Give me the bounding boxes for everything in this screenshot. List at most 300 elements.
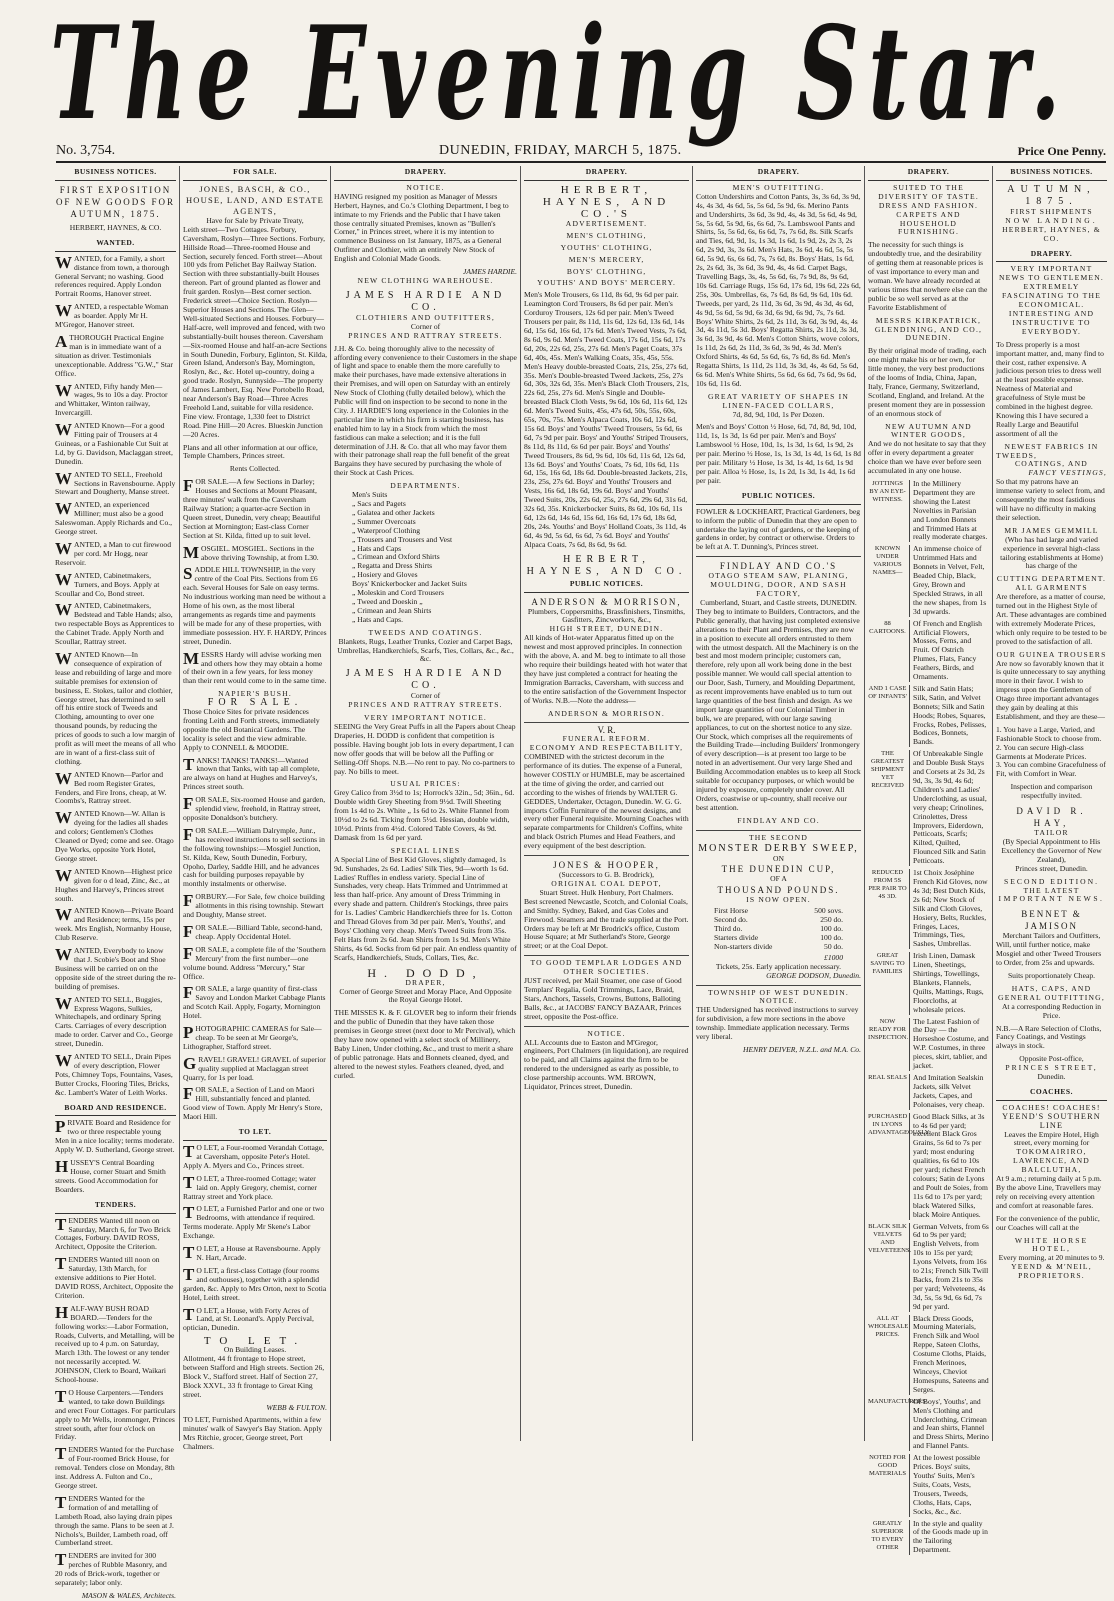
ad-text: OR SALE.—A few Sections in Darley; Houses and Sections at Mount Pleasant, three minutes' walk from the Caversham Railway Station; a quarter-acre Section in Queen street, Dunedin, very cheap; Beautiful Section at Mornington; East-class Corner Section at St. Kilda, fitted up to suit level.	[183, 477, 321, 540]
section-heading: BUSINESS NOTICES.	[996, 166, 1107, 181]
sweep-thousand: THOUSAND POUNDS.	[717, 885, 840, 896]
coal-address: Stuart Street. Hulk Henbury, Port Chalmers.	[539, 887, 674, 897]
drop-cap: W	[55, 600, 72, 620]
ad-text: OR SALE, a complete file of the 'Southern Mercury' from the first number—one volume bound. Address "Mercury," Star Office.	[183, 944, 326, 981]
ad-text: ENDERS Wanted till noon on Saturday, March 6, for Two Brick Cottages, Forbury. DAVID ROSS, Architect, Opposite the Criterion.	[55, 1215, 171, 1252]
prize-value: 50 do.	[824, 941, 843, 951]
ad-text: ENDERS Wanted till noon on Saturday, 13th March, for extensive additions to Pier Hotel. DAVID ROSS, Architect, Opposite the Criterion.	[55, 1255, 174, 1300]
route: TOKOMAIRIRO, LAWRENCE, AND BALCLUTHA,	[1012, 1147, 1090, 1175]
section-heading: DRAPERY.	[868, 166, 989, 181]
notice-heading: NOTICE.	[406, 182, 445, 192]
drop-cap: F	[183, 943, 194, 963]
wanted-ad	[55, 907, 176, 943]
cutting-dept: CUTTING DEPARTMENT.	[996, 574, 1107, 584]
drop-cap: M	[183, 542, 200, 562]
sweep-of: OF A	[770, 874, 787, 884]
rents-collected: Rents Collected.	[229, 464, 281, 474]
second-edition: SECOND EDITION.	[1004, 876, 1099, 886]
drop-cap: T	[183, 1243, 195, 1263]
firm-streets-2: PRINCES AND RATTRAY STREETS.	[348, 700, 503, 710]
agent-body: Leith street—Two Cottages. Forbury, Caversham, Roslyn—Three Sections. Forbury, Hillside Road—Three-roomed House and Section, securely fenced. Forth street—About 100 yds from Pelichet Bay Railway Station. Section with three substantially-built Houses thereon. Part of ground planted as flower and fruit garden. Roslyn—Best corner section. Frederick street—Choice Section. Roslyn—Superior Houses and Sections. The Glen—Well-situated Sections and Houses. Forbury—Half-acre, well improved and fenced, with two substantially-built houses thereon. Caversham—Six-roomed House and half-an-acre Sections in South Dunedin, Forbury, Eglinton, St. Kilda, Green Island, Anderson's Bay, Mornington, Roslyn, &c., &c. Hotel up-country, doing a good trade. Roslyn, Sunnyside—The property of James Lambert, Esq. New Portobello Road, near Anderson's Bay Road—Three Acres Freehold Land, suitable for villa residence. Fine view. Frontage, 1,330 feet to District Road. Pine Hill—20 Acres. Blueskin Junction—20 Acres.	[183, 224, 327, 439]
masthead-title-logo	[40, 0, 1080, 149]
sale-ad	[183, 1053, 327, 1083]
drop-cap: P	[55, 1117, 66, 1137]
board-ads	[55, 1119, 176, 1194]
jotting-text: In the Millinery Department they are showing the Latest Novelties in Parisian and London Bonnets and Trimmed Hats at really moderate charges.	[913, 479, 988, 542]
drop-cap: W	[55, 499, 72, 519]
department-item: „ Hats and Caps	[352, 543, 402, 553]
jotting-label: MANUFACTURERS	[868, 1398, 910, 1451]
drop-cap: W	[55, 648, 72, 668]
prize-row	[714, 943, 843, 952]
agent-sub: Have for Sale by Private Treaty,	[206, 215, 304, 225]
ad-exposition: FIRST EXPOSITION OF NEW GOODS FOR AUTUMN, 1875.	[55, 184, 176, 219]
notice2-body: SEEING the Very Great Puffs in all the Papers about Cheap Draperies, H. DODD is confident that competition is possible. Having bought job lots in every department, I can now offer goods that will be below all the Puffing or Selling-Off Shops. N.B.—No rent to pay. No co-partners to pay. No bills to meet.	[334, 722, 516, 776]
wanted-ad	[55, 768, 176, 807]
findlay-heading: FINDLAY AND CO.'S	[719, 561, 838, 572]
prize-label: Non-starters divide	[714, 941, 773, 951]
ad-text: OR SALE.—Billiard Table, second-hand, cheap. Apply Occidental Hotel.	[195, 922, 323, 941]
tender-ad	[55, 1386, 176, 1442]
ad-text: OR SALE, Six-roomed House and garden, splendid view, freehold, in Rattray street, opposite Donaldson's butchery.	[183, 795, 326, 822]
ad-text: ANTED Known—Highest price given for o d lead, Zinc, &c., at Hughes and Harvey's, Princes street south.	[55, 866, 173, 903]
ad-text: ENDERS are invited for 300 perches of Rubble Masonry, and 20 rods of Brick-work, together or separately; labor only.	[55, 1551, 167, 1588]
vestings: FANCY VESTINGS,	[1028, 468, 1107, 478]
ad-text: ESSRS Hardy will advise working men and others how they may obtain a home of their own in a few years, for less money than their rent would come to in the same time.	[183, 649, 327, 686]
firm-heading-2: HERBERT, HAYNES, AND CO.	[526, 553, 687, 577]
drop-cap: W	[55, 768, 72, 788]
tweeds-heading: TWEEDS AND COATINGS.	[368, 627, 483, 637]
fowler-ad: FOWLER & LOCKHEART, Practical Gardeners, beg to inform the public of Dunedin that they are open to undertake the laying out of gardens, or the keeping of gardens in order, by contract or otherwise. Orders to be left at A. T. Dunning's, Princes street.	[696, 506, 861, 552]
section-heading: TO LET.	[183, 1126, 327, 1141]
funeral-heading: FUNERAL REFORM.	[562, 734, 651, 744]
department-item: „ Hats and Caps.	[352, 614, 404, 624]
issue-number: No. 3,754.	[56, 143, 116, 158]
findlay-signature: FINDLAY AND CO.	[737, 815, 820, 825]
tweeds-body: Blankets, Rugs, Leather Trunks, Cozier and Carpet Bags, Umbrellas, Handkerchiefs, Scarfs, Ties, Collars, &c., &c., &c.	[337, 636, 514, 664]
jotting-text: 1st Choix Joséphine French Kid Gloves, now 4s 3d; Best Dutch Kids, 2s 6d; New Stock of Silk and Cloth Gloves, Hosiery, Belts, Ruckles, Fringes, Laces, Trimmings, Ties, Sashes, Umbrellas.	[913, 868, 988, 949]
wanted-ad	[55, 501, 176, 537]
sub-youths-boys-mercery: YOUTHS' AND BOYS' MERCERY.	[537, 278, 676, 288]
drop-cap: W	[55, 301, 72, 321]
drop-cap: T	[55, 1214, 67, 1234]
drop-cap: F	[183, 921, 194, 941]
sweep-heading: MONSTER DERBY SWEEP,	[698, 842, 859, 854]
tender-ads	[55, 1214, 176, 1588]
first-shipments: FIRST SHIPMENTS	[1010, 206, 1093, 216]
ad-text: ENDERS Wanted for the formation of and metalling of Lambeth Road, also laying drain pipes through the same. Plans to be seen at J. Nichols's, Builder, Lambeth road, off Cumberland street.	[55, 1493, 174, 1548]
jones-heading: JONES & HOOPER,	[553, 860, 660, 871]
prize-value: 250 do.	[820, 915, 843, 925]
wanted-ad	[55, 602, 176, 647]
drop-cap: W	[55, 380, 72, 400]
ad-text: ANTED Known—For a good Fitting pair of Trousers at 4 Guineas, or a Fashionable Cut Suit at Ld, by G. Davidson, Maclaggan street, Dunedin.	[55, 421, 173, 466]
drop-cap: W	[55, 993, 72, 1013]
department-item: Boys' Knickerbocker and Jacket Suits	[352, 579, 467, 589]
drop-cap: T	[183, 1142, 195, 1161]
horse-time: Every morning, at 20 minutes to 9.	[998, 1253, 1105, 1263]
drop-cap: F	[183, 891, 194, 911]
mens-outfitting-heading: MEN'S OUTFITTING.	[732, 182, 825, 192]
wanted-ad	[55, 541, 176, 568]
ad-text: ANTED, an experienced Milliner; must also be a good Saleswoman. Apply Richards and Co., George street.	[55, 500, 173, 537]
jotting-label: GREAT SAVING TO FAMILIES	[868, 952, 910, 1014]
jotting-row	[868, 545, 989, 616]
to-let-signature: WEBB & FULTON.	[266, 1402, 327, 1412]
coaches-heading: COACHES! COACHES!	[1002, 1102, 1101, 1112]
gemmill-body: (Who has had large and varied experience in several high-class tailoring establishments at Home) has charge of the	[1000, 534, 1103, 571]
sweep-second: THE SECOND	[748, 832, 809, 842]
section-heading: DRAPERY.	[996, 248, 1107, 263]
drop-cap: F	[183, 824, 194, 844]
notice2-heading: VERY IMPORTANT NOTICE.	[364, 713, 487, 723]
to-let-ad	[183, 1205, 327, 1241]
drop-cap: W	[55, 252, 72, 272]
jotting-label: THE GREATEST SHIPMENT YET RECEIVED	[868, 750, 910, 866]
guinea-trousers: OUR GUINEA TROUSERS	[996, 649, 1107, 659]
jotting-row	[868, 1454, 989, 1516]
issue-bar	[56, 141, 1106, 163]
wanted-ad	[55, 252, 176, 300]
ad-text: ENDERS Wanted for the Purchase of Four-roomed Brick House, for removal. Tenders close on Monday, 8th inst. Address A. Fulton and Co., George street.	[55, 1445, 175, 1490]
ad-text: ALF-WAY BUSH ROAD BOARD.—Tenders for the following works:—Labor Formation, Roads, Culverts, and Metalling, will be received up to 4 p.m. on Saturday, March 13th. The lowest or any tender not necessarily accepted. W. JOHNSON, Clerk to Board, Waikari School-house.	[55, 1303, 175, 1385]
ad-text: ANTED, Cabinetmakers, Turners, and Boys. Apply at Scoullar and Co, Bond street.	[55, 570, 160, 598]
sale-ad	[183, 943, 327, 982]
dateline: DUNEDIN, FRIDAY, MARCH 5, 1875.	[439, 143, 682, 158]
coal-body: Best screened Newcastle, Scotch, and Colonial Coals, and Smithy. Sydney, Baked, and Gas Coles and Firewood. Steamers and the trade supplied at the Port. Orders may be left at Mr Brodrick's office, Custom House Square; at Mr Sutherland's Store, George street; or at the Coal Depot.	[524, 896, 689, 951]
sale-ad	[183, 824, 327, 889]
hay-appointment: (By Special Appointment to His Excellency the Governor of New Zealand),	[1001, 837, 1102, 864]
ad-text: OR SALE, a large quantity of first-class Savoy and London Market Cabbage Plants and Scotch Kail. Apply, Fogarty, Mornington Hotel.	[183, 984, 326, 1021]
masthead-title: The Evening Star.	[50, 0, 1070, 149]
inspection: Inspection and comparison respectfully invited.	[1010, 782, 1093, 801]
column-drapery-public	[692, 166, 864, 1441]
firm-sub: CLOTHIERS AND OUTFITTERS,	[355, 312, 496, 322]
dress-heading: DRESS AND FASHION.	[878, 200, 979, 210]
hats-sub: At a corresponding Reduction in Price.	[1001, 1001, 1102, 1020]
all-garments: ALL GARMENTS	[1015, 583, 1088, 593]
ad-text: ANTED TO SELL, Buggies, Express Wagons, Sulkies, Whitechapels, and ordinary Spring Carts. Carriages of every description made to order. Carver and Co., George street, Dunedin.	[55, 994, 173, 1049]
hay-tailor: TAILOR	[1034, 828, 1069, 838]
anderson-heading: ANDERSON & MORRISON,	[531, 596, 682, 607]
tenders-signature: MASON & WALES, Architects.	[81, 1590, 176, 1600]
drop-cap: F	[183, 476, 194, 496]
hay-address: Princes street, Dunedin.	[1015, 863, 1088, 873]
findlay-body: They beg to intimate to Builders, Contractors, and the Public generally, that having just completed extensive alterations to their Plant and Premises, they are now in a position to execute all orders entrusted to them with the utmost despatch. All the Machinery is on the best and most modern principle; customers can, therefore, rely upon all work being done in the best possible manner. We would call special attention to our Door, Sash, Turnery, and Moulding Department, as recent improvements have enabled us to turn out large quantities of the best finish and design. As we import large quantities of our Colonial Timber in bulk, we are prepared, with our large sawing appliances, to cut on the shortest notice to any size. Our Stock, which comprises all the requirements of the Building Trade—including Builders' Ironmongery of every description—is at present too large to be noted in an advertisement. Our very large Shed and Building Accommodation enables us to keep all Stock suitable for occupancy purposes, or which would be injured by exposure, completely under cover. All Orders, coastwise or up-country, shall receive our best attention.	[696, 606, 861, 812]
to-let-last: TO LET, Furnished Apartments, within a few minutes' walk of Sawyer's Bay Station. Apply Mrs Ritchie, grocer, George street, Port Chalmers.	[183, 1415, 323, 1452]
winter-heading: NEW AUTUMN AND WINTER GOODS,	[885, 421, 972, 440]
price: Price One Penny.	[1017, 144, 1106, 158]
sale-ad	[183, 921, 327, 942]
napier-body: Those Choice Sites for private residences fronting Leith and Forth streets, immediately opposite the old Botanical Gardens. The locality is select and the view admirable. Apply to CONNELL & MOODIE.	[183, 707, 320, 752]
board-ad	[55, 1119, 176, 1155]
jotting-row	[868, 1398, 989, 1451]
jotting-text: Irish Linen, Damask Linen, Sheetings, Shirtings, Towellings, Blankets, Flannels, Quilts, Mattings, Rugs, Floorcloths, at wholesale prices.	[913, 951, 984, 1014]
sub-mens-clothing: MEN'S CLOTHING,	[566, 230, 647, 240]
warehouse-heading: NEW CLOTHING WAREHOUSE.	[357, 275, 494, 285]
departments-list	[334, 491, 517, 625]
wanted-ad	[55, 648, 176, 767]
jotting-label: REDUCED FROM 5S PER PAIR TO 4S 3D.	[868, 869, 910, 949]
section-heading: FOR SALE.	[183, 166, 327, 181]
anderson-sub: Plumbers, Coppersmiths, Brassfinishers, Tinsmiths, Gasfitters, Zincworkers, &c.,	[527, 606, 686, 625]
horse-body: For the convenience of the public, our Coaches will call at the	[996, 1213, 1100, 1232]
department-item: „ Tweed and Doeskin „	[352, 596, 423, 606]
funeral-body: COMBINED with the strictest decorum in the performance of its duties. The expense of a Funeral, however COSTLY or HUMBLE, may be ascertained at the time of giving the order, and carried out according to the wishes of friends by WALTER G. GEDDES, Undertaker, Octagon, Dunedin. W. G. G. imports Coffin Furniture of the newest designs, and every other Funeral requisite. Mourning Coaches with separate compartments for Children's Coffins, white and black Ostrich Plumes and Head Feathers, and every equipment of the best description.	[524, 752, 689, 851]
tender-ad	[55, 1256, 176, 1301]
price-list: Men's Mole Trousers, 6s 11d, 8s 6d, 9s 6d per pair. Leamington Cord Trousers, 8s 6d per pair. Men's Corduroy Trousers, 12s 6d per pair. Men's Tweed Trousers per pair, 8s 11d, 11s 6d, 12s 6d, 13s 6d, 14s 6d, 15s 6d, 16s 6d, 17s 6d. Men's Tweed Vests, 7s 6d, 8s 6d, 9s 6d. Men's Tweed Coats, 17s 6d, 15s 6d, 17s 6d, 20s, 22s 6d, 25s, 27s 6d. Men's Paget Coats, 37s 6d, 40s, 45s. Men's Walking Coats, 35s, 45s, 55s. Men's Heavy double-breasted Coats, 21s, 25s, 27s 6d, 35s. Men's Double-breasted Tweed Jackets, 25s, 27s 6d, 30s, 32s 6d, 35s. Men's Black Cloth Trousers, 21s, 22s 6d, 25s, 27s 6d. Men's Single and Double-breasted Black Cloth Vests, 9s 6d, 10s 6d, 11s 6d, 12s 6d. Men's Tweed Suits, 45s, 47s 6d, 50s, 55s, 60s, 65s, 70s, 75s. Men's Alpaca Coats, 10s 6d, 12s 6d, 15s 6d. Boys' and Youths' Tweed Trousers, 5s 6d, 6s 6d, 7s 9d per pair. Boys' and Youths' Striped Trousers, 8s 11d, 8s 11d, 6s 6d per pair. Boys' and Youths' Tweed Trousers, 8s 6d, 9s 6d, 10s 6d, 11s 6d, 12s 6d, 13s 6d. Boys' and Youths' Coats, 7s 6d, 10s 6d, 11s 6d, 15s, 16s 6d, 18s 6d. Double-breasted Jackets, 21s, 23s, 25s, 27s 6d. Boys' and Youths' Trousers and Vests, 16s 6d, 18s 6d, 19s 6d. Boys' and Youths' Tweed Suits, 20s, 22s 6d, 25s, 27s 6d, 29s 6d, 31s 6d, 32s 6d, 35s. Knickerbocker Suits, 8s 6d, 10s 6d, 11s 6d, 12s 6d, 14s 6d, 15s 6d, 16s 6d, 17s 6d, 18s 6d, 20s, 24s. Youths' and Boys' Holland Coats, 3s 11d, 4s 6d, 4s 9d, 5s 6d, 6s 6d, 7s 6d. Boys' and Youths' Alpaca Coats, 7s 6d, 8s 6d, 9s 6d.	[524, 290, 689, 549]
bennet-nb: N.B.—A Rare Selection of Cloths, Fancy Coatings, and Vestings always in stock.	[996, 1023, 1102, 1051]
dodd-address: Corner of George Street and Moray Place, And Opposite the Royal George Hotel.	[339, 986, 512, 1005]
sweep-tickets: Tickets, 25s. Early application necessary.	[715, 961, 842, 971]
ad-text: ANTED, Everybody to know that J. Scobie's Boot and Shoe Business will be carried on on the opposite side of the street during the re-building of premises.	[55, 946, 176, 991]
firm-heading-2: JAMES HARDIE AND CO.	[345, 668, 506, 692]
jotting-text: An immense choice of Untrimmed Hats and Bonnets in Velvet, Felt, Beaded Chip, Black, Grey, Brown and Speckled Straws, in all the new shapes, from 1s 3d upwards.	[913, 544, 987, 616]
drop-cap: W	[55, 808, 72, 828]
drop-cap: T	[55, 1386, 67, 1406]
sale-ad	[183, 566, 327, 646]
jotting-row	[868, 1520, 989, 1556]
guinea-body: Are now so favorably known that it is quite unnecessary to say anything more in their favor. I wish to impress upon the Gentlemen of Otago three important advantages they gain by dealing at this Establishment, and they are these—	[996, 658, 1106, 721]
department-item: „ Galatea and other Jackets	[352, 507, 435, 517]
hay-body: To Dress properly is a most important matter, and, many find to their cost, rather expensive. A judicious person tries to dress well at the least possible expense. Neatness of Material and gracefulness of Style must be combined in the highest degree. Knowing this I have secured a Really Large and Beautiful assortment of all the	[996, 339, 1104, 438]
sub-youths-clothing: YOUTHS' CLOTHING,	[560, 242, 653, 252]
advantage-item: 3. You can combine Gracefulness of Fit, with Comfort in Wear.	[996, 760, 1106, 779]
sale-ad	[183, 1086, 327, 1122]
ad-text: OR SALE.—William Dalrymple, Junr., has received instructions to sell sections in the following townships:—Mosgiel Junction, St. Kilda, Kew, South Dunedin, Forbury, Opoho, Darley, Saddle Hill, and he advances cash for building purposes repayable by monthly instalments or otherwise.	[183, 825, 325, 889]
firm-heading: JAMES HARDIE AND CO.	[345, 289, 506, 313]
newest-fabrics: NEWEST FABRICS IN	[1004, 441, 1099, 451]
ad-text: OR SALE, a Section of Land on Maori Hill, substantially fenced and planted. Good view of Town. Apply Mr Henry's Store, Maori Hill.	[183, 1085, 323, 1122]
firm-corner-2: Corner of	[410, 691, 441, 701]
ad-text: USSEY'S Central Boarding House, corner Stuart and Smith streets. Good Accommodation for Boarders.	[55, 1158, 166, 1194]
drop-cap: T	[183, 1264, 195, 1284]
usual-prices: Grey Calico from 3½d to 1s; Horrock's 32in., 5d; 36in., 6d. Double width Grey Sheeting from 9½d. Twill Sheeting from 1s 4d to 2s. White „ 1s 6d to 2s. White Flannel from 10½d to 2s 6d. Ticking from 5½d. Hessian, double width, 10½d. Prints from 4½d. Colored Table Covers, 4s 9d. Damask from 1s 6d per yard.	[334, 788, 515, 842]
to-let-ad	[183, 1264, 327, 1303]
jotting-label: AND 1 CASE OF INFANTS'	[868, 685, 910, 747]
firm-body: J.H. & Co. being thoroughly alive to the necessity of affording every convenience to their Customers in the shape of light and space to enable them the more carefully to make their purchases, have made extensive alterations in their Premises, and will open on Saturday with an entirely New Stock of Clothing (fully detailed below), which the Public will find on inspection to be second to none in the City. J. HARDIE'S long experience in the Colonies in the particular line in which his firm is starting business, has enabled him to lay in a Stock from which the most fastidious can make a selection; and it is the full determination of J.H. & Co. that all who may favor them with their patronage shall reap the full benefit of the great Bargains they have secured by purchasing the whole of their Stock at Cash Prices.	[334, 343, 517, 478]
now-landing: NOW LANDING.	[1005, 215, 1098, 225]
wanted-ad	[55, 810, 176, 863]
special-body: A Special Line of Best Kid Gloves, slightly damaged, 1s 9d. Sunshades, 2s 6d. Ladies' Silk Ties, 9d—worth 1s 6d. Ladies' Ruffles in endless variety. Special Line of Sunshades, very cheap. Hats Trimmed and Untrimmed at less than half-price. Any amount of Dress Trimming in every shade and pattern. Children's Stockings, three pairs for 1s. Ladies' Cambric Handkerchiefs three for 1s. Cotton and Thread Gloves from 3d per pair. Men's, Youths', and Boys' Clothing very cheap. Men's Tweed Suits from 35s. Felt Hats from 2s 6d. Jean Shirts from 1s 9d. Men's White Shirts, 4s 6d. Socks from 6d per pair. An endless quantity of Scarfs, Handkerchiefs, Studs, Collars, Ties, &c.	[334, 854, 517, 962]
lodges-body: JUST received, per Mail Steamer, one case of Good Templars' Regalia, Gold Trimmings, Lace, Braid, Stars, Anchors, Tassels, Crowns, Buttons, Balloting Balls, &c., at JACOBS' FANCY BAZAAR, Princes street, opposite the Post-office.	[524, 976, 682, 1021]
drop-cap: T	[55, 1492, 67, 1512]
department-item: „ Crimean and Jean Shirts	[352, 605, 432, 615]
bennet-opp: Opposite Post-office,	[1019, 1054, 1084, 1064]
agent-footer: Plans and all other information at our office, Temple Chambers, Princes street.	[183, 442, 318, 461]
napier-sale: FOR SALE.	[207, 697, 303, 709]
drop-cap: W	[55, 865, 72, 885]
jotting-row	[868, 750, 989, 866]
jotting-row	[868, 1074, 989, 1110]
jotting-label: REAL SEALS	[868, 1074, 910, 1110]
important-news: IMPORTANT NEWS.	[998, 894, 1105, 904]
sub-mens-mercery: MEN'S MERCERY,	[568, 254, 645, 264]
special-heading: SPECIAL LINES	[390, 845, 461, 855]
ad-text: ANTED Known—Private Board and Residence; terms, 15s per week. Mrs English, Normanby House, Club Reserve.	[55, 906, 174, 943]
ad-text: RIVATE Board and Residence for two or three respectable young Men in a nice locality; terms moderate. Apply W. D. Sutherland, George street.	[55, 1118, 175, 1155]
drop-cap: F	[183, 983, 194, 1003]
to-let-sub: On Building Leases.	[223, 1345, 287, 1355]
department-item: Men's Suits	[352, 490, 388, 500]
department-item: „ Crimean and Oxford Shirts	[352, 552, 440, 562]
sweep-on: ON	[773, 853, 784, 863]
wanted-ad	[55, 1053, 176, 1098]
wanted-ad	[55, 947, 176, 992]
drop-cap: T	[183, 1172, 195, 1192]
to-let-ads	[183, 1144, 327, 1333]
to-let-big: TO LET.	[203, 1335, 307, 1348]
jotting-row	[868, 1018, 989, 1071]
department-item: „ Trousers and Trousers and Vest	[352, 534, 453, 544]
jotting-label: 88 CARTOONS.	[868, 620, 910, 682]
section-heading: DRAPERY.	[334, 166, 517, 181]
drop-cap: T	[183, 1203, 195, 1223]
firm-heading: HERBERT, HAYNES, AND CO.'S	[542, 183, 671, 220]
wanted-ad	[55, 380, 176, 419]
drop-cap: H	[55, 1157, 69, 1177]
drop-cap: H	[55, 1302, 69, 1322]
hay-body-2: So that my patrons have an immense variety to select from, and consequently the most fastidious will have no difficulty in making their selection.	[996, 477, 1105, 522]
jotting-text: German Velvets, from 6s 6d to 9s per yard; English Velvets, from 10s to 15s per yard; Lyons Velvets, from 16s to 21s; French Silk Twill Backs, from 21s to 35s per yard; Velveteens, 4s 3d, 5s, 5s 9d, 6s 6d, 7s 9d per yard.	[913, 1221, 989, 1311]
section-heading: COACHES.	[996, 1086, 1107, 1101]
bennet-body: Will, until further notice, make Mosgiel and other Tweed Trousers to Order, from 25s and upwards.	[996, 940, 1102, 968]
drop-cap: T	[55, 1444, 67, 1464]
anderson-address: HIGH STREET, DUNEDIN.	[549, 624, 664, 634]
agent-heading: JONES, BASCH, & CO., HOUSE, LAND, AND ESTATE AGENTS,	[185, 183, 325, 216]
sweep-open: IS NOW OPEN.	[746, 895, 811, 905]
section-heading: TENDERS.	[55, 1199, 176, 1214]
section-heading: BUSINESS NOTICES.	[55, 166, 176, 181]
wanted-ad	[55, 468, 176, 498]
coal-heading: ORIGINAL COAL DEPOT,	[551, 879, 662, 888]
jotting-label: NOW READY FOR INSPECTION.	[868, 1018, 910, 1071]
departments-heading: DEPARTMENTS.	[390, 481, 461, 491]
advantage-item: 2. You can secure High-class Garments at Moderate Prices.	[996, 742, 1087, 761]
wanted-ad	[55, 569, 176, 599]
intro-body-3: And we do not hesitate to say that they offer in every department a greater choice than we have ever before seen accumulated in any one house.	[868, 439, 987, 476]
jotting-row	[868, 685, 989, 747]
column-business-notices	[52, 166, 179, 1600]
tender-ad	[55, 1214, 176, 1253]
ad-text: O LET, a Furnished Parlor and one or two Bedrooms, with attendance if required. Terms moderate. Apply Mr Skene's Labor Exchange.	[183, 1204, 325, 1241]
jotting-label: GREATLY SUPERIOR TO EVERY OTHER	[868, 1520, 910, 1556]
prize-value: 500 sovs.	[814, 906, 843, 916]
drop-cap: W	[55, 945, 72, 965]
wanted-ads	[55, 252, 176, 1098]
jottings-table	[868, 480, 989, 1555]
anderson-body: All kinds of Hot-water Apparatus fitted up on the newest and most approved principles. In connection with the above, A. and M. beg to intimate to all those who require their buildings heated with hot water that they have just completed a contract for heating the Immigration Barracks, Caversham, with success and to the entire satisfaction of the Government Inspector of Works. N.B.—Note the address—	[524, 633, 688, 705]
ad-text: ANTED, a respectable Woman as boarder. Apply Mr H. M'Gregor, Hanover street.	[55, 302, 169, 330]
ad-text: ANTED, a Man to cut firewood per cord. Mr Hogg, near Reservoir.	[55, 540, 172, 567]
ad-text: ANTED, Fifty handy Men—wages, 9s to 10s a day. Proctor and Whittaker, Winton railway, Invercargill.	[55, 381, 168, 418]
jotting-row	[868, 1113, 989, 1220]
jotting-label: NOTED FOR GOOD MATERIALS	[868, 1454, 910, 1516]
sale-ad	[183, 478, 327, 540]
drop-cap: A	[55, 331, 68, 351]
drop-cap: W	[55, 1051, 72, 1071]
section-heading: PUBLIC NOTICES.	[524, 578, 689, 593]
tender-ad	[55, 1302, 176, 1385]
column-drapery-hardie	[330, 166, 520, 1441]
drop-cap: T	[55, 1550, 67, 1570]
intro-body: The necessity for such things is undoubtedly true, and the desirability of getting them at reasonable prices is of vast importance to every man and woman. We have already recorded at various times that nowhere else can the public be so well served as at the Favorite Establishment of	[868, 240, 988, 312]
jotting-label: ALL AT WHOLESALE PRICES.	[868, 1315, 910, 1395]
jotting-row	[868, 952, 989, 1014]
jotting-text: Good Black Silks, at 3s to 4s 6d per yard; excellent Black Gros Grains, 5s 6d to 7s per yard; most enduring qualities, 6s 6d to 10s per yard; richest French colours; Satin de Lyons and Poult de Soies, from 11s 6d to 17s per yard; black Watered Silks, black Moire Antiques.	[913, 1111, 988, 1219]
sale-ad	[183, 754, 327, 793]
ad-text: O LET, a Four-roomed Verandah Cottage, at Caversham, opposite Peter's Hotel. Apply A. Myers and Co., Princes street.	[183, 1143, 324, 1170]
to-let-ad	[183, 1144, 327, 1171]
prize-label: First Horse	[714, 906, 748, 916]
fascinating: EXTREMELY FASCINATING TO THE ECONOMICAL.	[1001, 282, 1102, 310]
township-signature: HENRY DEIVER, N.Z.L. and M.A. Co.	[743, 1044, 861, 1054]
vr-heading: V. R.	[597, 725, 616, 736]
jotting-text: Black Dress Goods, Mourning Materials, French Silk and Wool Reppe, Sateen Cloths, Costume Cloths, Plaids, French Merinoes, Winceys, Cheviot Homespuns, Sateens and Serges.	[913, 1313, 989, 1394]
drop-cap: G	[183, 1053, 197, 1073]
department-item: „ Moleskin and Cord Trousers	[352, 588, 444, 598]
tender-ad	[55, 1446, 176, 1491]
department-item: „ Sacs and Pagets	[352, 499, 406, 508]
ad-text: OSGIEL. MOSGIEL. Sections in the above thriving Township, at from L30.	[201, 543, 319, 562]
bennet-heading: BENNET & JAMISON	[1021, 909, 1082, 932]
ad-text: ANTED Known—In consequence of expiration of lease and rebuilding of large and more suitable premises for extension of business, E. Stokes, tailor and clothier, George street, has determined to sell off his entire stock of Tweeds and Clothing, amounting to over one thousand pounds, by reducing the prices of goods to such a low margin of profit as will meet the means of all who are in want of a first-class suit of clothing.	[55, 649, 176, 766]
section-heading: DRAPERY.	[524, 166, 689, 181]
to-let-ad	[183, 1304, 327, 1334]
findlay-address: Cumberland, Stuart, and Castle streets, DUNEDIN.	[700, 597, 857, 607]
ad-text: ADDLE HILL TOWNSHIP, in the very centre of the Coal Pits. Sections from £6 each. Several Houses for Sale on easy terms. No industrious working man need be without a Home of his own, as the most liberal arrangements as regards time and payments will be made for any of these properties, with immediate possession. HY. F. HARDY, Princes street, Dunedin.	[183, 565, 327, 646]
prize-value: 100 do.	[820, 932, 843, 942]
jotting-row	[868, 620, 989, 682]
sweep-signature: GEORGE DODSON, Dunedin.	[766, 970, 861, 980]
sale-ad	[183, 1025, 327, 1052]
ad-text: ANTED, for a Family, a short distance from town, a thorough General Servant; no washing. Good references required. Apply London Portrait Rooms, Hanover street.	[55, 253, 170, 299]
column-business-tailoring	[992, 166, 1110, 1441]
drop-cap: W	[55, 420, 72, 440]
tender-ad	[55, 1492, 176, 1548]
notice-body: HAVING resigned my position as Manager of Messrs Herbert, Haynes, and Co.'s Clothing Department, I beg to intimate to my Friends and the Public that I have taken those centrally situated Premises, known as "Bullen's Corner," in Princes street, where it is my intention to commence Business on 1st January, 1875, as a General Outfitter and Clothier, with an entirely New Stock of English and Colonial Made Goods.	[334, 191, 509, 264]
ad-text: HOTOGRAPHIC CAMERAS for Sale—cheap. To be seen at Mr George's, Lithographer, Stafford street.	[183, 1024, 322, 1051]
collars-heading: GREAT VARIETY OF SHAPES IN LINEN-FACED COLLARS,	[707, 391, 850, 410]
ad-text: ANTED Known—Parlor and Bed room Register Grates, Fenders, and Fire Irons, cheap, at W. Coombs's, Rattray street.	[55, 769, 167, 806]
glover-ad: THE MISSES K. & F. GLOVER beg to inform their friends and the public of Dunedin that they have taken those premises in George street (next door to Mr Percival), which they have now opened with a select stock of Millinery, Baby Linen, Under clothing, &c., and trust to merit a share of public patronage. Hats and Bonnets cleaned, dyed, and altered to the newest styles. Feathers cleaned, dyed, and curled.	[334, 1008, 517, 1080]
drop-cap: F	[183, 1084, 194, 1104]
masthead	[40, 0, 1080, 149]
ad-text: O LET, a House at Ravensbourne. Apply N. Hart, Arcade.	[196, 1244, 321, 1262]
findlay-sub: OTAGO STEAM SAW, PLANING, MOULDING, DOOR, AND SASH FACTORY,	[708, 571, 849, 599]
dodd-heading: H. DODD,	[367, 965, 484, 980]
jotting-text: Of French and English Artificial Flowers, Mosses, Ferns, and Fruit. Of Ostrich Plumes, Flats, Fancy Feathers, Birds, and Ornaments.	[913, 618, 982, 682]
sub-boys-clothing: BOYS' CLOTHING,	[566, 266, 647, 276]
ad-text: O LET, a first-class Cottage (four rooms and outhouses), together with a splendid garden, &c. Apply to Mrs Orton, next to Scotia Hotel, Leith street.	[183, 1265, 327, 1302]
drop-cap: F	[183, 794, 194, 814]
section-heading: BOARD AND RESIDENCE.	[55, 1102, 176, 1117]
hay-name: DAVID R. HAY,	[1016, 806, 1087, 829]
jotting-text: And Imitation Sealskin Jackets, silk Velvet Jackets, Capes, and Polonaises, very cheap.	[913, 1073, 985, 1109]
bennet-prices: Suits proportionately Cheap.	[1007, 970, 1096, 980]
tender-ad	[55, 1552, 176, 1588]
columns	[52, 166, 1110, 1600]
anderson-signature: ANDERSON & MORRISON.	[547, 708, 666, 718]
jotting-label: KNOWN UNDER VARIOUS NAMES—	[868, 545, 910, 616]
jotting-row	[868, 869, 989, 949]
prize-total: £1000	[824, 952, 843, 962]
ad-text: O LET, a Three-roomed Cottage; water laid on. Apply Gregory, chemist, corner Rattray street and York place.	[183, 1173, 317, 1201]
sweep-cup: THE DUNEDIN CUP,	[721, 864, 836, 875]
ad-signature: HERBERT, HAYNES, & CO.	[69, 222, 162, 232]
drop-cap: W	[55, 905, 72, 925]
firm-advert: ADVERTISEMENT.	[565, 218, 648, 228]
